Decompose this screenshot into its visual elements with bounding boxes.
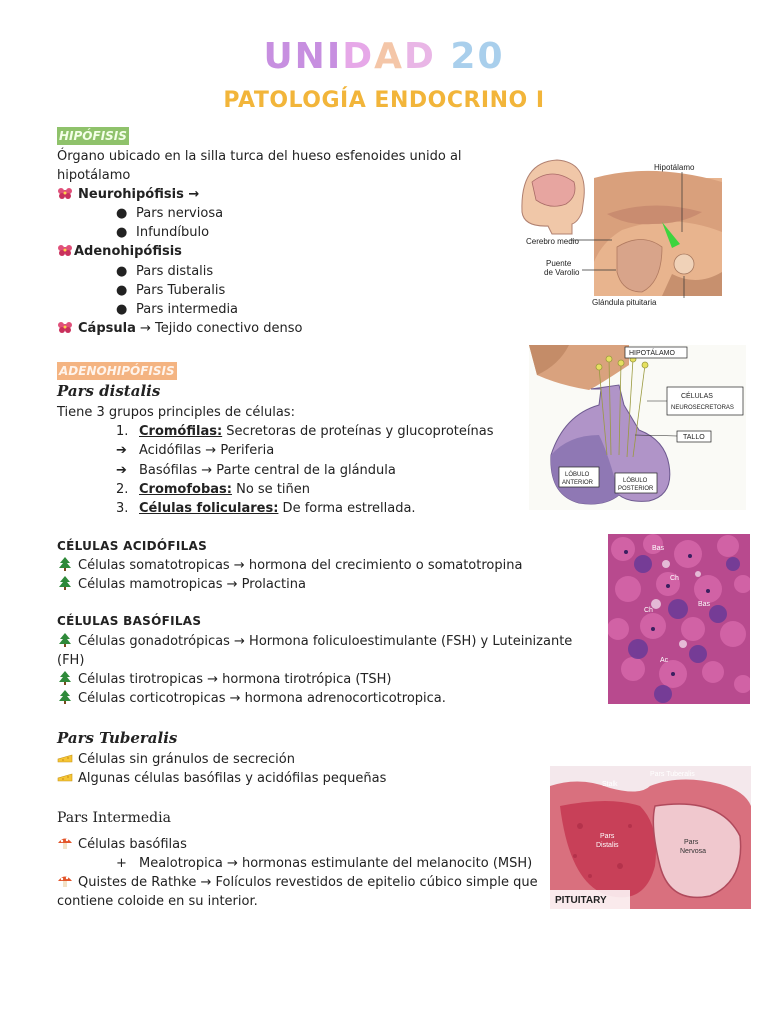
fig4-label: Pars — [684, 839, 699, 846]
page-title — [0, 36, 768, 77]
list-item: ● Infundíbulo — [116, 225, 210, 240]
title-part: D — [403, 36, 436, 77]
tree-icon — [57, 690, 73, 704]
section-hipofisis — [57, 125, 129, 145]
fig1-label: Hipotálamo — [654, 163, 695, 172]
list-item-text: Pars distalis — [136, 264, 214, 279]
title-part: D — [342, 36, 375, 77]
tree-icon — [57, 576, 73, 590]
hipofisis-tag: HIPÓFISIS — [59, 129, 127, 143]
list-text: Basófilas → Parte central de la glándula — [139, 463, 396, 478]
list-item: ● Pars Tuberalis — [116, 283, 226, 298]
list-item — [57, 670, 391, 689]
fig2-label: NEUROSECRETORAS — [671, 405, 734, 411]
tree-icon — [57, 633, 73, 647]
figure-brain-sagittal — [512, 152, 726, 312]
list-item — [116, 499, 416, 518]
title-part: 20 — [450, 36, 505, 77]
list-item — [57, 575, 306, 594]
flower-icon — [57, 243, 73, 257]
list-item-text: Células sin gránulos de secreción — [78, 752, 295, 767]
capsula-label: Cápsula — [78, 321, 136, 336]
list-item-text: Quistes de Rathke → Folículos revestidos de epitelio cúbico simple que — [78, 875, 538, 890]
list-item: ● Pars distalis — [116, 264, 214, 279]
fig1-label: Glándula pituitaria — [592, 298, 657, 307]
list-item-text: Células somatotropicas → hormona del crecimiento o somatotropina — [78, 558, 523, 573]
list-item: ➔ Acidófilas → Periferia — [116, 443, 275, 458]
capsula-line — [57, 319, 302, 338]
fig3-label: Ch — [670, 575, 679, 582]
fig2-label: LÓBULO — [565, 472, 590, 478]
list-bullet: + — [116, 856, 127, 871]
list-item-continuation: contiene coloide en su interior. — [57, 894, 258, 909]
list-item-text: Pars Tuberalis — [136, 283, 226, 298]
list-text: Secretoras de proteínas y glucoproteínas — [222, 424, 494, 439]
pars-intermedia-heading: Pars Intermedia — [57, 810, 171, 826]
adenohipofisis-line — [57, 242, 182, 261]
list-item-text: Células tirotropicas → hormona tirotrópica (TSH) — [78, 672, 392, 687]
list-item-continuation: (FH) — [57, 653, 85, 668]
neurohipofisis-line — [57, 185, 199, 204]
fig3-label: Ch — [644, 607, 653, 614]
fig4-label: Pars — [600, 833, 615, 840]
mushroom-icon — [57, 836, 73, 850]
fig3-label: Bas — [698, 601, 711, 608]
fig2-label: HIPOTÁLAMO — [629, 350, 675, 357]
list-label: Cromófilas: — [139, 424, 223, 439]
fig1-label: de Varolio — [544, 268, 580, 277]
basofilas-heading: CÉLULAS BASÓFILAS — [57, 614, 202, 628]
page-subtitle: PATOLOGÍA ENDOCRINO I — [223, 88, 545, 113]
fig4-label: Nervosa — [680, 848, 707, 855]
acidofilas-heading: CÉLULAS ACIDÓFILAS — [57, 539, 208, 553]
pars-distalis-intro: Tiene 3 grupos principles de células: — [57, 405, 295, 420]
list-item-text: Mealotropica → hormonas estimulante del melanocito (MSH) — [139, 856, 533, 871]
list-item — [57, 750, 295, 769]
list-item: ➔ Basófilas → Parte central de la glándula — [116, 463, 396, 478]
list-label: Cromofobas: — [139, 482, 232, 497]
list-item — [57, 835, 187, 854]
adenohipofisis-tag: ADENOHIPÓFISIS — [59, 364, 175, 378]
list-item-text: Pars intermedia — [136, 302, 239, 317]
fig4-label: Distalis — [596, 842, 619, 849]
cheese-icon — [57, 751, 73, 765]
list-item — [116, 422, 493, 441]
figure-histology-cells — [608, 534, 750, 704]
list-item — [57, 873, 538, 892]
fig2-label: ANTERIOR — [562, 480, 594, 486]
fig4-label: Pars Tuberalis — [650, 771, 695, 778]
figure-pituitary-diagram — [529, 345, 746, 510]
list-item-text: Infundíbulo — [136, 225, 210, 240]
cheese-icon — [57, 770, 73, 784]
list-item — [57, 689, 446, 708]
capsula-text: → Tejido conectivo denso — [135, 321, 303, 336]
fig3-label: Bas — [652, 545, 665, 552]
title-part: UNI — [263, 36, 343, 77]
list-item — [57, 556, 522, 575]
fig3-label: Ac — [660, 657, 669, 664]
fig4-label: PITUITARY — [555, 895, 607, 906]
figure-pituitary-histology — [550, 766, 751, 909]
list-number: 3. — [116, 501, 129, 516]
list-text: No se tiñen — [231, 482, 311, 497]
tree-icon — [57, 557, 73, 571]
list-number: 1. — [116, 424, 129, 439]
list-item — [116, 854, 532, 873]
list-text: De forma estrellada. — [278, 501, 416, 516]
tree-icon — [57, 671, 73, 685]
fig2-label: CÉLULAS — [681, 393, 713, 400]
fig2-label: POSTERIOR — [618, 486, 654, 492]
list-item-text: Algunas células basófilas y acidófilas pequeñas — [78, 771, 387, 786]
flower-icon — [57, 320, 73, 334]
list-number: 2. — [116, 482, 129, 497]
list-item — [57, 632, 572, 651]
fig1-label: Puente — [546, 259, 572, 268]
list-item — [57, 769, 386, 788]
section-adenohipofisis — [57, 360, 177, 380]
hipofisis-desc-1: Órgano ubicado en la silla turca del hueso esfenoides unido al — [57, 149, 462, 164]
pars-distalis-heading: Pars distalis — [57, 382, 161, 400]
title-space — [436, 36, 451, 77]
list-label: Células foliculares: — [139, 501, 279, 516]
list-item-text: Células mamotropicas → Prolactina — [78, 577, 306, 592]
fig2-label: LÓBULO — [623, 478, 648, 484]
mushroom-icon — [57, 874, 73, 888]
list-item-text: Células corticotropicas → hormona adrenocorticotropica. — [78, 691, 446, 706]
list-item — [116, 480, 310, 499]
list-item: ● Pars intermedia — [116, 302, 239, 317]
fig2-label: TALLO — [683, 434, 705, 441]
fig1-label: Cerebro medio — [526, 237, 579, 246]
pars-tuberalis-heading: Pars Tuberalis — [57, 729, 178, 747]
list-item-text: Pars nerviosa — [136, 206, 224, 221]
fig4-label: Stalk — [602, 781, 618, 788]
adenohipofisis-label: Adenohipófisis — [74, 244, 182, 259]
neurohipofisis-label: Neurohipófisis → — [78, 187, 200, 202]
title-part: A — [374, 36, 404, 77]
flower-icon — [57, 186, 73, 200]
hipofisis-desc-2: hipotálamo — [57, 168, 131, 183]
list-item-text: Células basófilas — [78, 837, 187, 852]
list-item: ● Pars nerviosa — [116, 206, 224, 221]
list-text: Acidófilas → Periferia — [139, 443, 275, 458]
list-item-text: Células gonadotrópicas → Hormona foliculoestimulante (FSH) y Luteinizante — [78, 634, 573, 649]
